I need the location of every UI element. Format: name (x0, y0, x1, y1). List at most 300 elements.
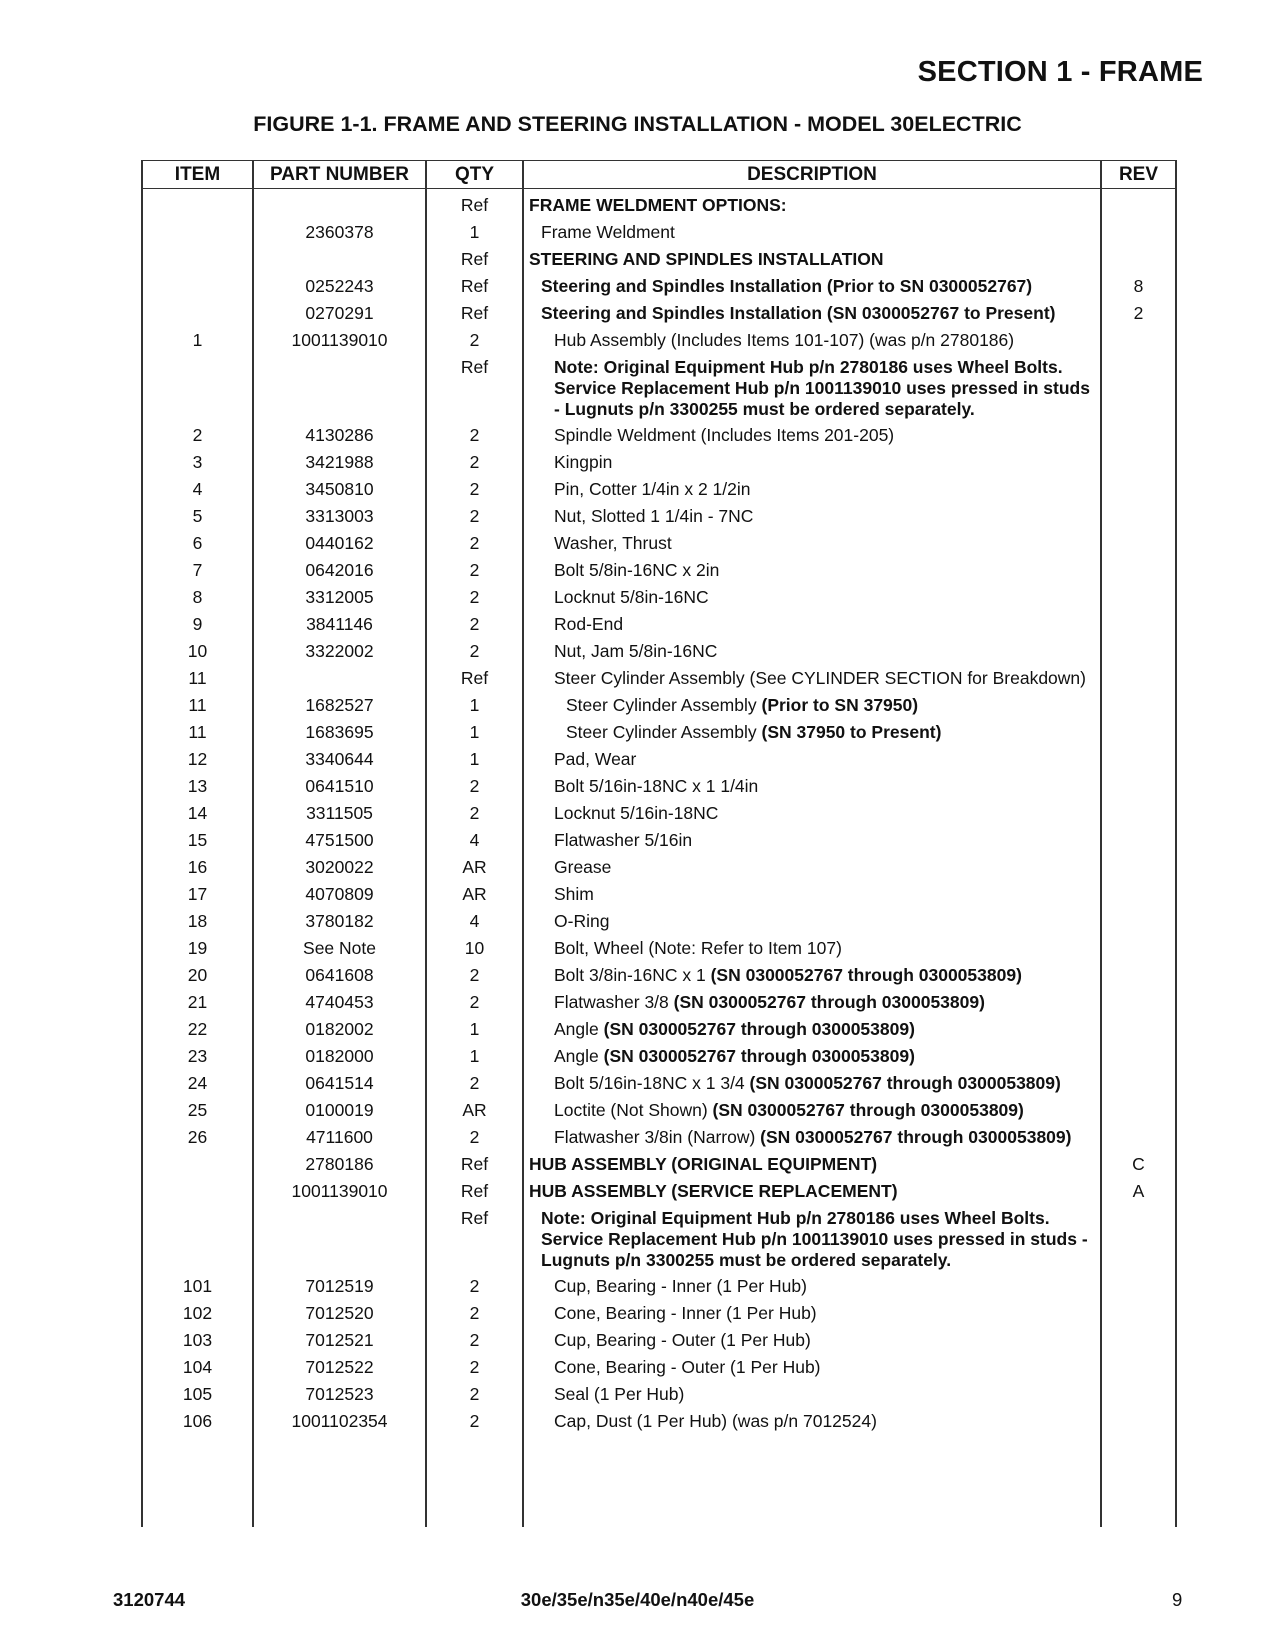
part-number-cell: 4130286 (305, 424, 374, 445)
item-cell: 101 (182, 1275, 213, 1296)
item-cell (142, 1208, 253, 1271)
rev-cell (1101, 965, 1176, 987)
qty-cell: 2 (469, 1275, 480, 1296)
part-number-cell: 0641510 (305, 775, 374, 796)
qty-cell: 2 (469, 775, 480, 796)
qty-cell: 2 (469, 1072, 480, 1093)
description-text: Locknut 5/16in-18NC (554, 802, 719, 823)
rev-cell (1101, 1208, 1176, 1271)
description-text: Locknut 5/8in-16NC (554, 586, 709, 607)
description-cell (523, 303, 1101, 325)
description-cell (523, 749, 1101, 771)
item-cell: 106 (182, 1410, 213, 1431)
description-serial-range: (SN 0300052767 through 0300053809) (603, 1045, 915, 1066)
table-row (142, 1327, 1176, 1354)
description-cell (523, 830, 1101, 852)
table-row (142, 773, 1176, 800)
description-cell (523, 1276, 1101, 1298)
rev-cell (1101, 830, 1176, 852)
item-cell (142, 1181, 253, 1203)
item-cell (142, 1154, 253, 1176)
rev-cell: C (1132, 1153, 1145, 1174)
part-number-cell: 4751500 (305, 829, 374, 850)
item-cell: 8 (192, 586, 203, 607)
rev-cell (1101, 560, 1176, 582)
part-number-cell: 3421988 (305, 451, 374, 472)
description-text: Pin, Cotter 1/4in x 2 1/2in (554, 478, 751, 499)
description-text: Seal (1 Per Hub) (554, 1383, 685, 1404)
description-text: Bolt 5/8in-16NC x 2in (554, 559, 720, 580)
part-number-cell: 7012519 (305, 1275, 374, 1296)
table-body (142, 189, 1176, 1435)
table-row (142, 1381, 1176, 1408)
qty-cell: 1 (469, 721, 480, 742)
column-rule (252, 160, 253, 1527)
part-number-cell: 0252243 (305, 275, 374, 296)
qty-cell: 2 (469, 1410, 480, 1431)
table-row (142, 246, 1176, 273)
description-serial-range: (Prior to SN 37950) (761, 694, 919, 715)
item-cell: 26 (187, 1126, 208, 1147)
header-part-number: PART NUMBER (270, 163, 409, 185)
description-text: Note: Original Equipment Hub p/n 2780186 uses Wheel Bolts. Service Replacement Hub p/n 1001139010 uses pressed in studs - Lugnuts p/n 3300255 must be ordered separately. (554, 356, 1095, 419)
qty-cell: 2 (469, 424, 480, 445)
description-text: Angle (554, 1045, 604, 1066)
part-number-cell: 7012520 (305, 1302, 374, 1323)
item-cell: 11 (188, 721, 207, 742)
qty-cell: Ref (460, 194, 489, 215)
qty-cell: 2 (469, 640, 480, 661)
description-cell (523, 722, 1101, 744)
table-row (142, 1205, 1176, 1273)
item-cell: 13 (187, 775, 208, 796)
table-row (142, 449, 1176, 476)
table-header-row (142, 160, 1176, 189)
qty-cell: 2 (469, 613, 480, 634)
part-number-cell: 3780182 (305, 910, 374, 931)
item-cell: 103 (182, 1329, 213, 1350)
description-cell (523, 911, 1101, 933)
column-rule (141, 160, 142, 1527)
rev-cell (1101, 722, 1176, 744)
description-text: Kingpin (554, 451, 613, 472)
item-cell: 22 (187, 1018, 208, 1039)
footer-doc-number: 3120744 (113, 1589, 186, 1610)
description-cell (523, 249, 1101, 271)
table-row (142, 1124, 1176, 1151)
description-cell (523, 965, 1101, 987)
description-text: Cone, Bearing - Inner (1 Per Hub) (554, 1302, 817, 1323)
rev-cell (1101, 695, 1176, 717)
rev-cell (1101, 452, 1176, 474)
rev-cell (1101, 803, 1176, 825)
item-cell: 4 (192, 478, 203, 499)
part-number-cell: 1001139010 (291, 1180, 388, 1201)
rev-cell (1101, 357, 1176, 420)
table-row (142, 300, 1176, 327)
part-number-cell: 3322002 (305, 640, 374, 661)
part-number-cell: 0270291 (305, 302, 374, 323)
part-number-cell: 3450810 (305, 478, 374, 499)
rev-cell (1101, 587, 1176, 609)
description-text: Pad, Wear (554, 748, 637, 769)
description-cell (523, 222, 1101, 244)
description-text: Steering and Spindles Installation (Prior to SN 0300052767) (541, 275, 1033, 296)
description-serial-range: (SN 37950 to Present) (761, 721, 942, 742)
rev-cell (1101, 1384, 1176, 1406)
description-cell (523, 1154, 1101, 1176)
rev-cell: A (1132, 1180, 1145, 1201)
description-cell (523, 506, 1101, 528)
item-cell: 6 (192, 532, 203, 553)
part-number-cell: 4070809 (305, 883, 374, 904)
item-cell: 15 (187, 829, 208, 850)
description-cell (523, 1046, 1101, 1068)
qty-cell: 2 (469, 559, 480, 580)
description-serial-range: (SN 0300052767 through 0300053809) (749, 1072, 1061, 1093)
part-number-cell: 1683695 (305, 721, 374, 742)
item-cell (142, 222, 253, 244)
table-row (142, 989, 1176, 1016)
part-number-cell: 1001139010 (291, 329, 388, 350)
description-text: Cap, Dust (1 Per Hub) (was p/n 7012524) (554, 1410, 877, 1431)
header-item: ITEM (174, 163, 221, 185)
description-text: O-Ring (554, 910, 610, 931)
part-number-cell: 3841146 (306, 613, 373, 634)
rev-cell (1101, 776, 1176, 798)
description-text: Bolt, Wheel (Note: Refer to Item 107) (554, 937, 842, 958)
table-row (142, 530, 1176, 557)
description-text: HUB ASSEMBLY (SERVICE REPLACEMENT) (529, 1180, 898, 1201)
description-text: Note: Original Equipment Hub p/n 2780186 uses Wheel Bolts. Service Replacement Hub p/n 1001139010 uses pressed in studs - Lugnuts p/n 3300255 must be ordered separately. (541, 1207, 1093, 1270)
description-cell (523, 587, 1101, 609)
rev-cell (1101, 1019, 1176, 1041)
description-text: Bolt 5/16in-18NC x 1 3/4 (554, 1072, 750, 1093)
part-number-cell: 7012522 (305, 1356, 374, 1377)
description-text: Bolt 5/16in-18NC x 1 1/4in (554, 775, 759, 796)
item-cell (142, 249, 253, 271)
rev-cell: 8 (1133, 275, 1144, 296)
table-row (142, 611, 1176, 638)
qty-cell: 2 (469, 505, 480, 526)
part-number-cell: 7012523 (305, 1383, 374, 1404)
rev-cell (1101, 911, 1176, 933)
description-serial-range: (SN 0300052767 through 0300053809) (673, 991, 985, 1012)
description-cell (523, 560, 1101, 582)
description-text: Loctite (Not Shown) (554, 1099, 713, 1120)
part-number-cell: 3311505 (306, 802, 373, 823)
description-text: Flatwasher 3/8 (554, 991, 674, 1012)
part-number-cell: 0440162 (305, 532, 374, 553)
qty-cell: 1 (469, 694, 480, 715)
description-cell (523, 992, 1101, 1014)
description-cell (523, 1330, 1101, 1352)
item-cell: 9 (192, 613, 203, 634)
rev-cell (1101, 1411, 1176, 1433)
part-number-cell: 0100019 (305, 1099, 374, 1120)
item-cell: 5 (192, 505, 203, 526)
qty-cell: AR (462, 1099, 487, 1120)
qty-cell: 2 (469, 1126, 480, 1147)
description-serial-range: (SN 0300052767 through 0300053809) (710, 964, 1022, 985)
qty-cell: 2 (469, 478, 480, 499)
header-qty: QTY (454, 163, 495, 185)
description-cell (523, 695, 1101, 717)
table-row (142, 476, 1176, 503)
description-text: Shim (554, 883, 594, 904)
table-row (142, 935, 1176, 962)
qty-cell: 2 (469, 964, 480, 985)
part-number-cell: 3313003 (305, 505, 374, 526)
table-row (142, 638, 1176, 665)
rev-cell (1101, 1127, 1176, 1149)
qty-cell: AR (462, 883, 487, 904)
rev-cell (1101, 533, 1176, 555)
rev-cell (1101, 938, 1176, 960)
part-number-cell: 0182002 (305, 1018, 374, 1039)
part-number-cell: 7012521 (305, 1329, 374, 1350)
rev-cell (1101, 857, 1176, 879)
qty-cell: Ref (460, 1207, 489, 1228)
description-cell (523, 1019, 1101, 1041)
table-row (142, 1043, 1176, 1070)
rev-cell (1101, 479, 1176, 501)
description-cell (523, 668, 1101, 690)
column-rule (522, 160, 523, 1527)
item-cell: 7 (192, 559, 203, 580)
table-row (142, 1016, 1176, 1043)
item-cell: 11 (188, 667, 207, 688)
column-rule (425, 160, 426, 1527)
description-text: Nut, Jam 5/8in-16NC (554, 640, 718, 661)
table-row (142, 273, 1176, 300)
part-number-cell: 0642016 (305, 559, 374, 580)
description-cell (523, 776, 1101, 798)
part-number-cell: 0641608 (305, 964, 374, 985)
qty-cell: Ref (460, 667, 489, 688)
section-title: SECTION 1 - FRAME (917, 56, 1203, 88)
description-cell (523, 938, 1101, 960)
rev-cell (1101, 614, 1176, 636)
description-text: Spindle Weldment (Includes Items 201-205) (554, 424, 895, 445)
qty-cell: 2 (469, 1383, 480, 1404)
description-text: Angle (554, 1018, 604, 1039)
qty-cell: 2 (469, 802, 480, 823)
rev-cell (1101, 749, 1176, 771)
rev-cell (1101, 1357, 1176, 1379)
qty-cell: Ref (460, 1153, 489, 1174)
rev-cell (1101, 1276, 1176, 1298)
item-cell (142, 195, 253, 217)
part-number-cell: 0641514 (305, 1072, 374, 1093)
description-text: Hub Assembly (Includes Items 101-107) (was p/n 2780186) (554, 329, 1015, 350)
header-rev: REV (1118, 163, 1159, 185)
description-text: Washer, Thrust (554, 532, 672, 553)
rev-cell (1101, 1330, 1176, 1352)
item-cell (142, 357, 253, 420)
description-cell (523, 1208, 1101, 1271)
rev-cell (1101, 641, 1176, 663)
rev-cell (1101, 222, 1176, 244)
description-cell (523, 425, 1101, 447)
rev-cell (1101, 1100, 1176, 1122)
rev-cell (1101, 249, 1176, 271)
footer-models: 30e/35e/n35e/40e/n40e/45e (520, 1589, 755, 1610)
qty-cell: 2 (469, 329, 480, 350)
table-row (142, 1151, 1176, 1178)
qty-cell: 2 (469, 586, 480, 607)
qty-cell: Ref (460, 275, 489, 296)
rev-cell (1101, 1073, 1176, 1095)
description-cell (523, 1411, 1101, 1433)
description-text: FRAME WELDMENT OPTIONS: (529, 194, 787, 215)
rev-cell (1101, 506, 1176, 528)
table-row (142, 962, 1176, 989)
item-cell: 20 (187, 964, 208, 985)
item-cell: 1 (192, 329, 203, 350)
table-row (142, 746, 1176, 773)
description-text: Cone, Bearing - Outer (1 Per Hub) (554, 1356, 821, 1377)
rev-cell (1101, 1303, 1176, 1325)
description-cell (523, 857, 1101, 879)
qty-cell: 10 (464, 937, 485, 958)
column-rule (1175, 160, 1176, 1527)
rev-cell (1101, 992, 1176, 1014)
item-cell: 105 (182, 1383, 213, 1404)
part-number-cell (253, 195, 426, 217)
qty-cell: 1 (469, 748, 480, 769)
qty-cell: Ref (460, 356, 489, 377)
item-cell: 24 (187, 1072, 208, 1093)
description-cell (523, 533, 1101, 555)
qty-cell: 2 (469, 1356, 480, 1377)
item-cell: 10 (187, 640, 208, 661)
qty-cell: AR (462, 856, 487, 877)
part-number-cell (253, 1208, 426, 1271)
description-text: Grease (554, 856, 612, 877)
item-cell: 3 (192, 451, 203, 472)
table-row (142, 354, 1176, 422)
part-number-cell: 2780186 (305, 1153, 374, 1174)
part-number-cell (253, 249, 426, 271)
description-text: STEERING AND SPINDLES INSTALLATION (529, 248, 884, 269)
item-cell: 11 (188, 694, 207, 715)
rev-cell (1101, 330, 1176, 352)
qty-cell: 2 (469, 532, 480, 553)
description-cell (523, 195, 1101, 217)
qty-cell: 2 (469, 991, 480, 1012)
figure-title: FIGURE 1-1. FRAME AND STEERING INSTALLATION - MODEL 30ELECTRIC (253, 112, 1022, 136)
part-number-cell: 4740453 (305, 991, 374, 1012)
part-number-cell: 1682527 (305, 694, 374, 715)
qty-cell: 4 (469, 829, 480, 850)
description-text: Steer Cylinder Assembly (566, 694, 762, 715)
part-number-cell: 2360378 (305, 221, 374, 242)
footer-page-number: 9 (1172, 1589, 1183, 1610)
item-cell (142, 276, 253, 298)
table-row (142, 827, 1176, 854)
table-row (142, 584, 1176, 611)
table-row (142, 1408, 1176, 1435)
description-cell (523, 1073, 1101, 1095)
description-serial-range: (SN 0300052767 through 0300053809) (760, 1126, 1072, 1147)
description-text: Nut, Slotted 1 1/4in - 7NC (554, 505, 754, 526)
part-number-cell (253, 668, 426, 690)
item-cell (142, 303, 253, 325)
table-row (142, 192, 1176, 219)
rev-cell: 2 (1133, 302, 1144, 323)
description-cell (523, 1384, 1101, 1406)
table-row (142, 1300, 1176, 1327)
qty-cell: 1 (469, 1045, 480, 1066)
rev-cell (1101, 1046, 1176, 1068)
table-row (142, 908, 1176, 935)
qty-cell: 4 (469, 910, 480, 931)
column-rule (1100, 160, 1101, 1527)
description-cell (523, 884, 1101, 906)
part-number-cell: 3312005 (305, 586, 374, 607)
table-row (142, 219, 1176, 246)
description-cell (523, 452, 1101, 474)
table-row (142, 1273, 1176, 1300)
description-serial-range: (SN 0300052767 through 0300053809) (603, 1018, 915, 1039)
part-number-cell: 4711600 (306, 1126, 373, 1147)
description-cell (523, 1181, 1101, 1203)
part-number-cell: 1001102354 (291, 1410, 388, 1431)
parts-table (142, 160, 1176, 1435)
description-text: Rod-End (554, 613, 624, 634)
qty-cell: 2 (469, 451, 480, 472)
table-row (142, 854, 1176, 881)
description-cell (523, 803, 1101, 825)
item-cell: 25 (187, 1099, 208, 1120)
description-text: Bolt 3/8in-16NC x 1 (554, 964, 711, 985)
rev-cell (1101, 195, 1176, 217)
item-cell: 23 (187, 1045, 208, 1066)
qty-cell: 2 (469, 1329, 480, 1350)
description-serial-range: (SN 0300052767 through 0300053809) (712, 1099, 1024, 1120)
qty-cell: 2 (469, 1302, 480, 1323)
item-cell: 16 (187, 856, 208, 877)
rev-cell (1101, 668, 1176, 690)
table-row (142, 800, 1176, 827)
rev-cell (1101, 425, 1176, 447)
description-text: Steering and Spindles Installation (SN 0300052767 to Present) (541, 302, 1056, 323)
item-cell: 2 (192, 424, 203, 445)
item-cell: 12 (187, 748, 208, 769)
part-number-cell: 3020022 (305, 856, 374, 877)
table-row (142, 557, 1176, 584)
table-row (142, 503, 1176, 530)
description-cell (523, 1303, 1101, 1325)
table-row (142, 422, 1176, 449)
description-text: Frame Weldment (541, 221, 675, 242)
description-cell (523, 276, 1101, 298)
qty-cell: Ref (460, 302, 489, 323)
item-cell: 21 (187, 991, 208, 1012)
qty-cell: 1 (469, 221, 480, 242)
description-text: HUB ASSEMBLY (ORIGINAL EQUIPMENT) (529, 1153, 878, 1174)
description-cell (523, 357, 1101, 420)
description-cell (523, 479, 1101, 501)
description-cell (523, 1357, 1101, 1379)
part-number-cell: See Note (303, 937, 376, 958)
part-number-cell: 0182000 (305, 1045, 374, 1066)
rev-cell (1101, 884, 1176, 906)
table-row (142, 327, 1176, 354)
qty-cell: 1 (469, 1018, 480, 1039)
description-cell (523, 1100, 1101, 1122)
